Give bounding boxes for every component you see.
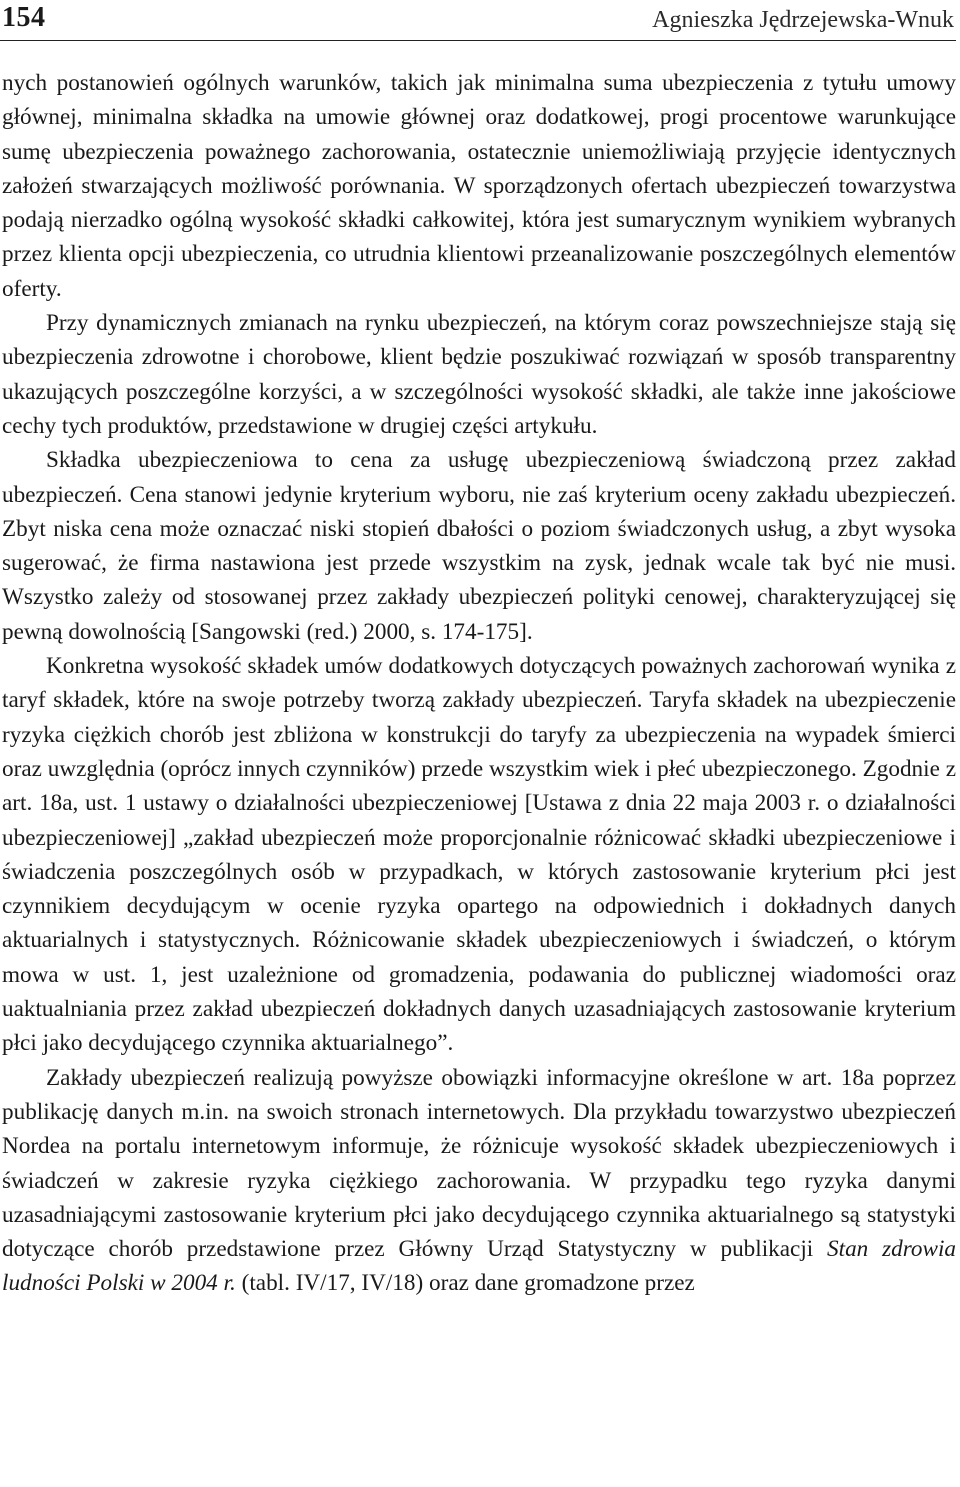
page-number: 154 <box>2 2 46 33</box>
paragraph-5-text-before: Zakłady ubezpieczeń realizują powyższe obowiązki informacyjne określone w art. 18a poprzez publikację danych m.in. na swoich stronach internetowych. Dla przykładu towarzystwo ubezpieczeń Nordea na portalu internetowym informuje, że różnicuje wysokość składek ubezpieczeniowych i świadczeń w zakresie ryzyka ciężkiego zachorowania. W przypadku tego ryzyka danymi uzasadniającymi zastosowanie kryterium płci jako decydującego czynnika aktuarialnego są statystyki dotyczące chorób przedstawione przez Główny Urząd Statystyczny w publikacji <box>2 1064 956 1263</box>
paragraph-3: Składka ubezpieczeniowa to cena za usługę ubezpieczeniową świadczoną przez zakład ubezpieczeń. Cena stanowi jedynie kryterium wyboru, nie zaś kryterium oceny zakładu ubezpieczeń. Zbyt niska cena może oznaczać niski stopień dbałości o poziom świadczonych usług, a zbyt wysoka sugerować, że firma nastawiona jest przede wszystkim na zysk, jednak wcale tak być nie musi. Wszystko zależy od stosowanej przez zakłady ubezpieczeń polityki cenowej, charakteryzującej się pewną dowolnością [Sangowski (red.) 2000, s. 174-175]. <box>2 447 956 645</box>
paragraph-1: nych postanowień ogólnych warunków, takich jak minimalna suma ubezpieczenia z tytułu umowy głównej, minimalna składka na umowie głównej oraz dodatkowej, progi procentowe warunkujące sumę ubezpieczenia poważnego zachorowania, ostatecznie uniemożliwiają przyjęcie identycznych założeń stwarzających możliwość porównania. W sporządzonych ofertach ubezpieczeń towarzystwa podają nierzadko ogólną wysokość składki całkowitej, która jest sumarycznym wynikiem wybranych przez klienta opcji ubezpieczenia, co utrudnia klientowi przeanalizowanie poszczególnych elementów oferty. <box>2 70 956 302</box>
publication-title: Stan zdrowia ludności Polski w 2004 r. <box>2 1236 956 1297</box>
running-head-author: Agnieszka Jędrzejewska-Wnuk <box>652 7 954 33</box>
paragraph-4: Konkretna wysokość składek umów dodatkowych dotyczących poważnych zachorowań wynika z taryf składek, które na swoje potrzeby tworzą zakłady ubezpieczeń. Taryfa składek na ubezpieczenie ryzyka ciężkich chorób jest zbliżona w konstrukcji do taryfy za ubezpieczenia na wypadek śmierci oraz uwzględnia (oprócz innych czynników) przede wszystkim wiek i płeć ubezpieczonego. Zgodnie z art. 18a, ust. 1 ustawy o działalności ubezpieczeniowej [Ustawa z dnia 22 maja 2003 r. o działalności ubezpieczeniowej] „zakład ubezpieczeń może proporcjonalnie różnicować składki ubezpieczeniowe i świadczenia poszczególnych osób w przypadkach, w których zastosowanie kryterium płci jest czynnikiem decydującym w ocenie ryzyka opartego na odpowiednich i dokładnych danych aktuarialnych i statystycznych. Różnicowanie składek ubezpieczeniowych i świadczeń, o którym mowa w ust. 1, jest uzależnione od gromadzenia, podawania do publicznej wiadomości oraz uaktualniania przez zakład ubezpieczeń dokładnych danych uzasadniających zastosowanie kryterium płci jako decydującego czynnika aktuarialnego”. <box>2 653 956 1057</box>
page-header <box>0 0 956 41</box>
paragraph-2: Przy dynamicznych zmianach na rynku ubezpieczeń, na którym coraz powszechniejsze stają się ubezpieczenia zdrowotne i chorobowe, klient będzie poszukiwać rozwiązań w sposób transparentny ukazujących poszczególne korzyści, a w szczególności wysokość składki, ale także inne jakościowe cechy tych produktów, przedstawione w drugiej części artykułu. <box>2 310 956 439</box>
body-text <box>2 66 956 1301</box>
paragraph-5-text-after: (tabl. IV/17, IV/18) oraz dane gromadzone przez <box>235 1270 695 1297</box>
paragraph-5 <box>2 1061 956 1301</box>
